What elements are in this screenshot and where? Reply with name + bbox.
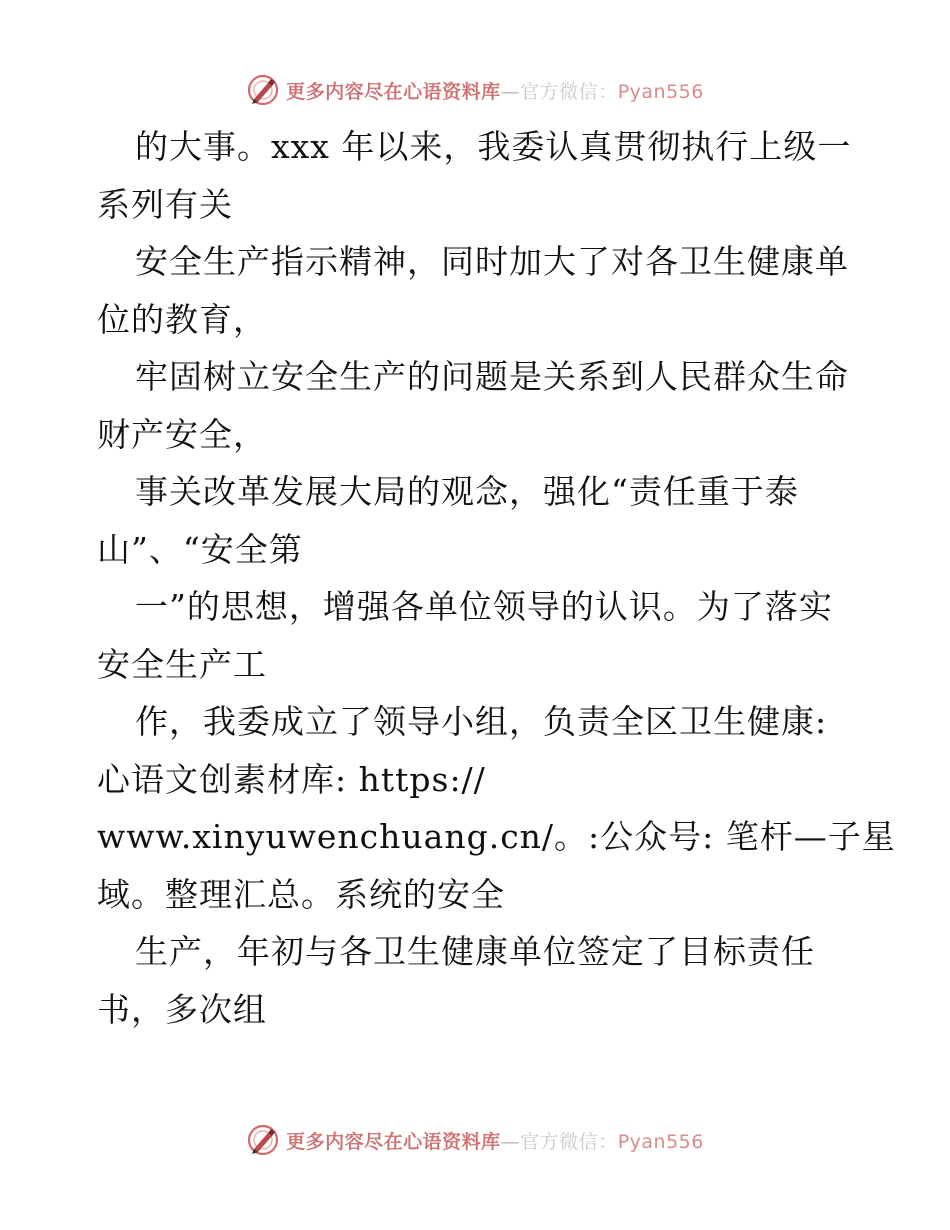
body-line: 事关改革发展大局的观念，强化“责任重于泰: [135, 472, 799, 511]
body-line: 位的教育，: [97, 299, 267, 339]
body-line: 安全生产工: [97, 644, 267, 684]
footer-banner-text: [286, 1127, 704, 1154]
body-line: 生产，年初与各卫生健康单位签定了目标责任: [135, 932, 815, 971]
header-banner-title: 更多内容尽在心语资料库: [286, 80, 501, 103]
footer-banner: [0, 1120, 950, 1160]
pen-logo-icon: [246, 73, 280, 107]
body-line: 书，多次组: [97, 989, 267, 1029]
header-banner: [0, 70, 950, 110]
body-line: www.xinyuwenchuang.cn/。:公众号: 笔杆—子星: [97, 817, 896, 856]
body-line: 安全生产指示精神，同时加大了对各卫生健康单: [135, 242, 849, 281]
body-line: 财产安全，: [97, 414, 267, 454]
body-line: 牢固树立安全生产的问题是关系到人民群众生命: [135, 357, 849, 396]
body-line: 域。整理汇总。系统的安全: [97, 874, 505, 914]
footer-banner-wechat-label: 官方微信：: [520, 1130, 618, 1153]
header-banner-account: Pyan556: [617, 80, 704, 103]
body-line: 作，我委成立了领导小组，负责全区卫生健康:: [135, 702, 828, 741]
footer-banner-account: Pyan556: [617, 1130, 704, 1153]
body-line: 的大事。xxx 年以来，我委认真贯彻执行上级一: [135, 127, 852, 166]
body-line: 一”的思想，增强各单位领导的认识。为了落实: [135, 587, 833, 626]
header-banner-dash: —: [500, 80, 521, 103]
body-line: 系列有关: [97, 184, 233, 224]
header-banner-text: [286, 77, 704, 104]
body-line: 心语文创素材库: https://: [97, 759, 486, 799]
header-banner-wechat-label: 官方微信：: [520, 80, 618, 103]
footer-banner-title: 更多内容尽在心语资料库: [286, 1130, 501, 1153]
pen-logo-icon: [246, 1123, 280, 1157]
footer-banner-dash: —: [500, 1130, 521, 1153]
document-body: [97, 118, 896, 1038]
body-line: 山”、“安全第: [97, 529, 303, 569]
